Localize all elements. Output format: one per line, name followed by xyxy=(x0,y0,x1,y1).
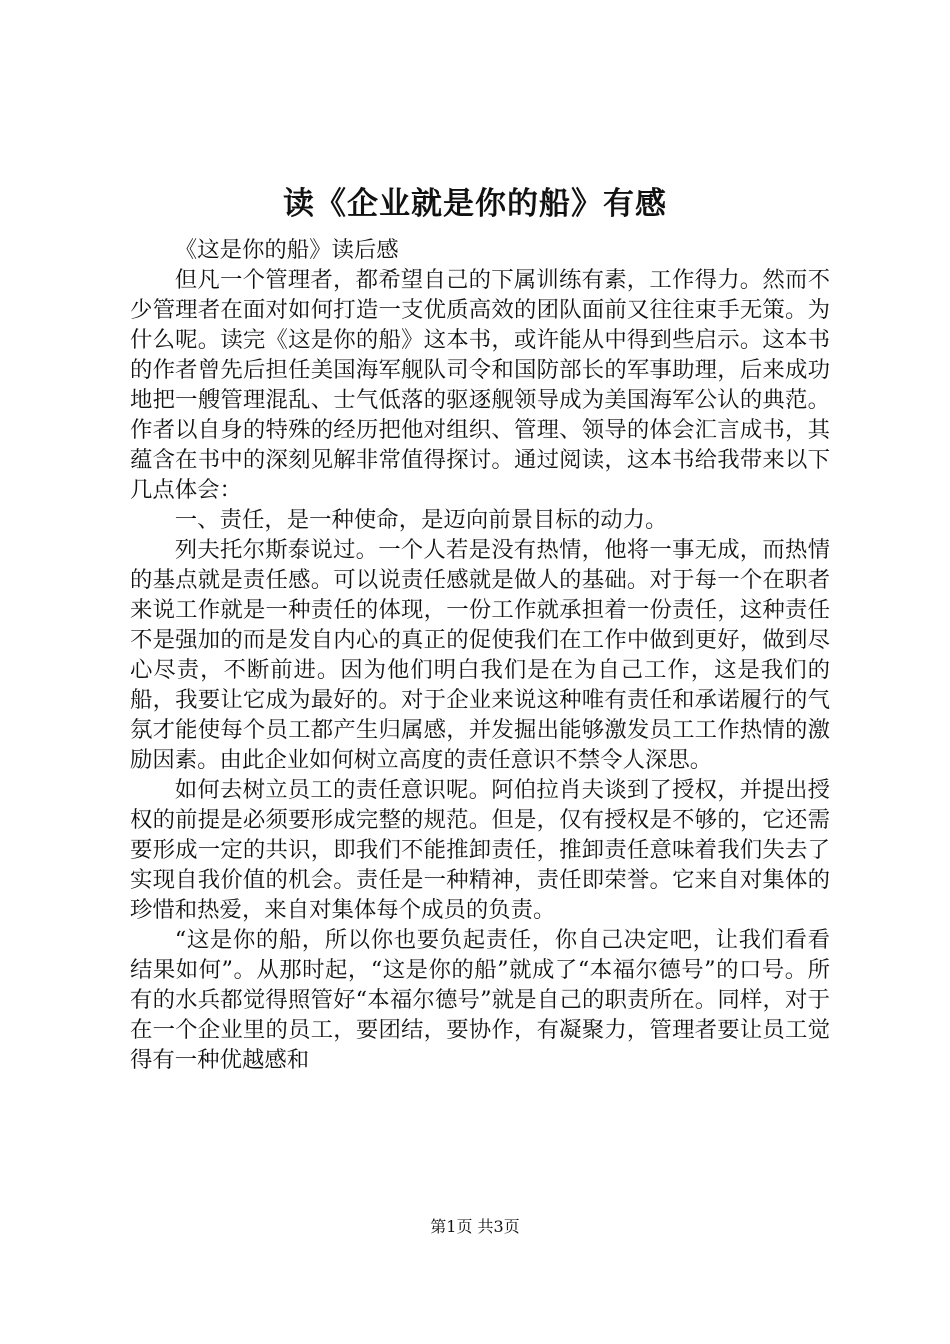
document-body xyxy=(130,235,830,1075)
body-paragraph: 列夫托尔斯泰说过。一个人若是没有热情，他将一事无成，而热情的基点就是责任感。可以说责任感就是做人的基础。对于每一个在职者来说工作就是一种责任的体现，一份工作就承担着一份责任，这种责任不是强加的而是发自内心的真正的促使我们在工作中做到更好，做到尽心尽责，不断前进。因为他们明白我们是在为自己工作，这是我们的船，我要让它成为最好的。对于企业来说这种唯有责任和承诺履行的气氛才能使每个员工都产生归属感，并发掘出能够激发员工工作热情的激励因素。由此企业如何树立高度的责任意识不禁令人深思。 xyxy=(130,537,830,773)
body-paragraph: 但凡一个管理者，都希望自己的下属训练有素，工作得力。然而不少管理者在面对如何打造一支优质高效的团队面前又往往束手无策。为什么呢。读完《这是你的船》这本书，或许能从中得到些启示。这本书的作者曾先后担任美国海军舰队司令和国防部长的军事助理，后来成功地把一艘管理混乱、士气低落的驱逐舰领导成为美国海军公认的典范。作者以自身的特殊的经历把他对组织、管理、领导的体会汇言成书，其蕴含在书中的深刻见解非常值得探讨。通过阅读，这本书给我带来以下几点体会： xyxy=(130,267,830,503)
body-paragraph: 如何去树立员工的责任意识呢。阿伯拉肖夫谈到了授权，并提出授权的前提是必须要形成完整的规范。但是，仅有授权是不够的，它还需要形成一定的共识，即我们不能推卸责任，推卸责任意味着我们失去了实现自我价值的机会。责任是一种精神，责任即荣誉。它来自对集体的珍惜和热爱，来自对集体每个成员的负责。 xyxy=(130,777,830,923)
body-paragraph: “这是你的船，所以你也要负起责任，你自己决定吧，让我们看看结果如何”。从那时起，“这是你的船”就成了“本福尔德号”的口号。所有的水兵都觉得照管好“本福尔德号”就是自己的职责所在。同样，对于在一个企业里的员工，要团结，要协作，有凝聚力，管理者要让员工觉得有一种优越感和 xyxy=(130,927,830,1073)
subtitle-paragraph: 《这是你的船》读后感 xyxy=(174,237,399,263)
document-title: 读《企业就是你的船》有感 xyxy=(283,186,667,222)
body-paragraph: 一、责任，是一种使命，是迈向前景目标的动力。 xyxy=(174,507,668,533)
page-footer: 第1页 共3页 xyxy=(430,1217,520,1236)
